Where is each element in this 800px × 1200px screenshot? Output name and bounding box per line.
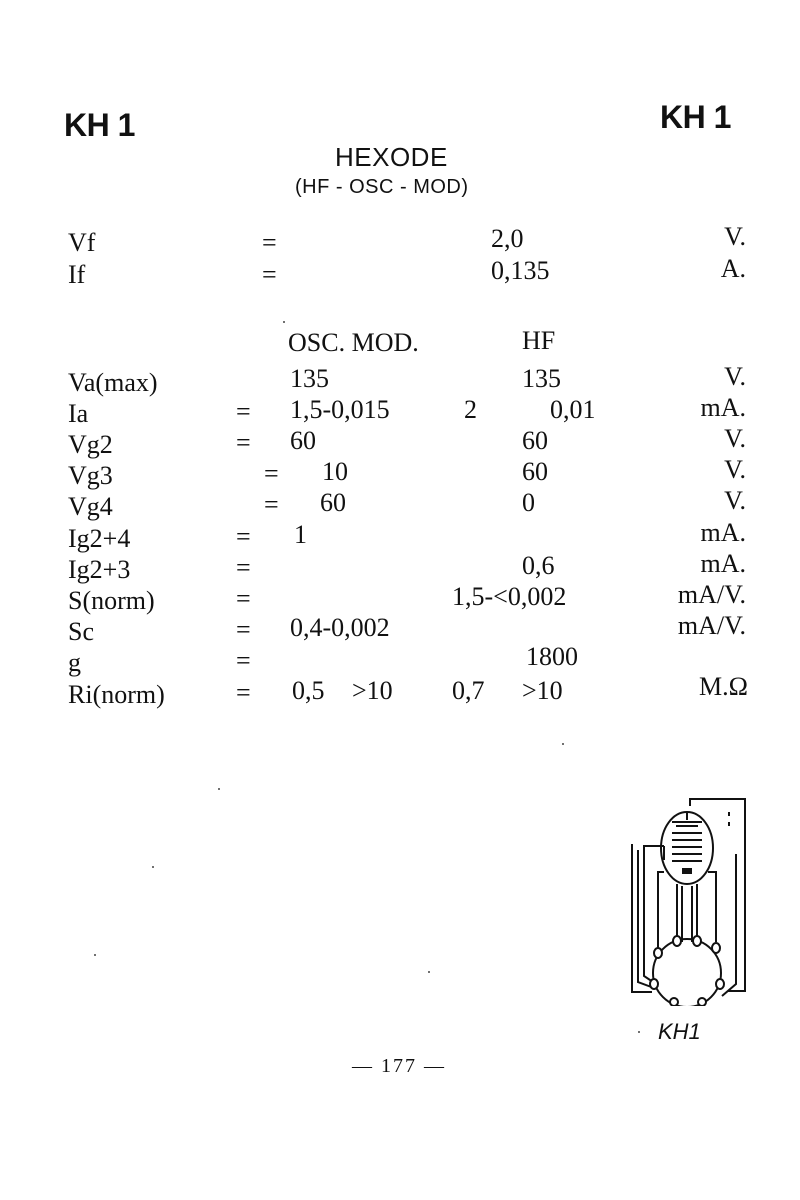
param-label: Ig2+3 [68, 555, 131, 584]
param-label: S(norm) [68, 586, 155, 615]
equals-sign: = [236, 615, 251, 644]
scan-speck [152, 866, 154, 868]
osc-value: 1,5-0,015 [290, 395, 390, 424]
param-unit: V. [724, 424, 746, 453]
param-unit: mA. [700, 518, 746, 547]
param-unit: mA/V. [677, 580, 746, 609]
param-unit: mA. [700, 393, 746, 422]
equals-sign: = [264, 490, 279, 519]
param-label: Vg3 [68, 461, 113, 490]
scan-speck [94, 954, 96, 956]
osc-value: 10 [322, 457, 348, 486]
param-unit: M.Ω [699, 672, 748, 701]
equals-sign: = [262, 260, 277, 289]
tube-type-title: HEXODE [335, 142, 448, 172]
scan-speck [638, 1031, 640, 1033]
equals-sign: = [236, 428, 251, 457]
hf-value: 135 [522, 364, 561, 393]
osc-value: 1 [294, 520, 307, 549]
osc-value: 0,5 [292, 676, 325, 705]
equals-sign: = [262, 228, 277, 257]
hf-value-1: 0,7 [452, 676, 485, 705]
param-label: Sc [68, 617, 94, 646]
param-label: Ig2+4 [68, 524, 131, 553]
param-label: Ia [68, 399, 89, 428]
equals-sign: = [264, 459, 279, 488]
diagram-caption: KH1 [658, 1019, 701, 1044]
param-label: Vg2 [68, 430, 113, 459]
param-unit: V. [724, 362, 746, 391]
scan-speck [562, 743, 564, 745]
equals-sign: = [236, 678, 251, 707]
tube-id-left: KH 1 [64, 107, 135, 143]
hf-value-2: >10 [522, 676, 563, 705]
scan-speck [283, 321, 285, 323]
param-value: 2,0 [491, 224, 524, 253]
param-unit: V. [724, 486, 746, 515]
param-unit: mA. [700, 549, 746, 578]
column-header-hf: HF [522, 326, 556, 355]
tube-id-right: KH 1 [660, 99, 731, 135]
param-unit: mA/V. [677, 611, 746, 640]
equals-sign: = [236, 584, 251, 613]
equals-sign: = [236, 646, 251, 675]
hf-value: 60 [522, 457, 548, 486]
tube-base-diagram [624, 796, 754, 1006]
param-label: g [68, 648, 81, 677]
param-label: Vg4 [68, 492, 113, 521]
param-label: Vf [68, 228, 96, 257]
hf-value: 1800 [526, 642, 578, 671]
osc-value: 135 [290, 364, 329, 393]
hf-value: 1,5-<0,002 [452, 582, 567, 611]
param-value: 0,135 [491, 256, 550, 285]
mod-value: 2 [464, 395, 477, 424]
param-unit: V. [724, 222, 746, 251]
column-header-osc-mod: OSC. MOD. [288, 328, 419, 357]
param-label: If [68, 260, 86, 289]
osc-value: 60 [320, 488, 346, 517]
page-number: — 177 — [352, 1055, 446, 1077]
param-unit: A. [720, 254, 746, 283]
scan-speck [428, 971, 430, 973]
param-label: Ri(norm) [68, 680, 165, 709]
scan-speck [218, 788, 220, 790]
osc-value: 60 [290, 426, 316, 455]
hf-value: 0,6 [522, 551, 555, 580]
equals-sign: = [236, 553, 251, 582]
equals-sign: = [236, 397, 251, 426]
hf-value: 60 [522, 426, 548, 455]
equals-sign: = [236, 522, 251, 551]
hf-value: 0,01 [550, 395, 596, 424]
param-unit: V. [724, 455, 746, 484]
param-label: Va(max) [68, 368, 158, 397]
tube-function-subtitle: (HF - OSC - MOD) [295, 176, 469, 198]
hf-value: 0 [522, 488, 535, 517]
osc-value: 0,4-0,002 [290, 613, 390, 642]
mod-value: >10 [352, 676, 393, 705]
